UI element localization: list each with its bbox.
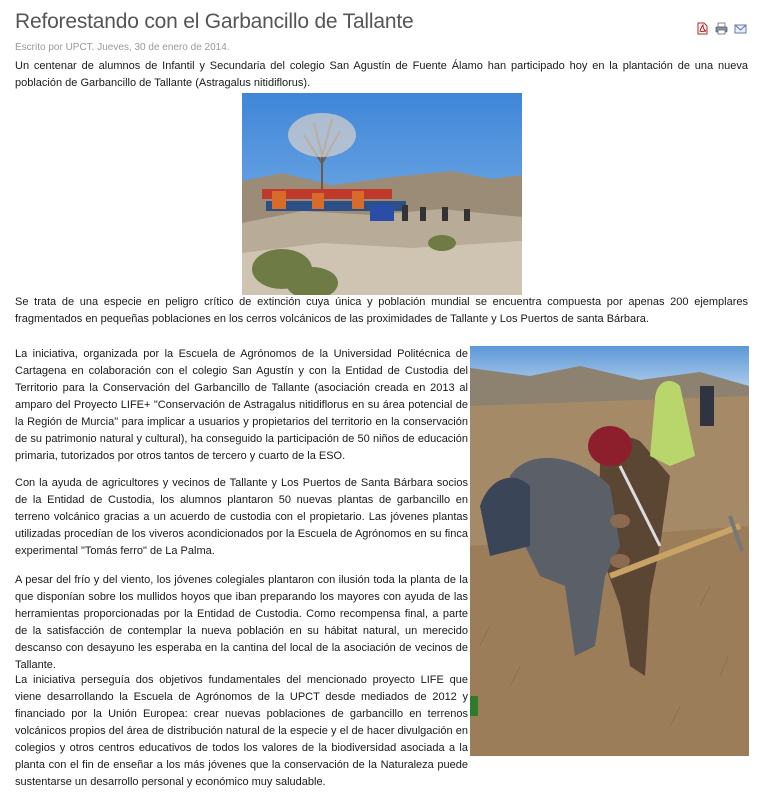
- help-paragraph: Con la ayuda de agricultores y vecinos de Tallante y Los Puertos de Santa Bárbara socios de la Entidad de Custodia, los alumnos plantaron 50 nuevas plantas de garbancillo en terreno volcánico gracias a un acuerdo de custodia con el propietario. Las jóvenes plantas utilizadas procedían de los viveros acondicionados por la Escuela de Agrónomos en su finca experimental "Tomás ferro" de La Palma.: [15, 477, 468, 557]
- print-icon[interactable]: [715, 22, 728, 35]
- objectives-paragraph: La iniciativa perseguía dos objetivos fundamentales del mencionado proyecto LIFE que viene desarrollando la Escuela de Agrónomos de la UPCT desde mediados de 2012 y financiado por la Unión Europea: crear nuevas poblaciones de garbancillo en terrenos volcánicos propios del área de distribución natural de la especie y el de hacer divulgación en colegios y otros centros educativos de todos los valores de la biodiversidad asociada a la planta con el fin de enseñar a los más jóvenes que la conservación de la Naturaleza puede sustentarse un desarrollo personal y económico muy saludable.: [15, 674, 468, 788]
- species-paragraph: Se trata de una especie en peligro crítico de extinción cuya única y población mundial se encuentra compuesta por apenas 200 ejemplares fragmentados en pequeñas poblaciones en los cerros volcánicos de las proximidades de Tallante y Los Puertos de santa Bárbara.: [15, 296, 748, 325]
- group-photo-image: [242, 93, 522, 295]
- planting-photo: [470, 346, 749, 756]
- group-photo: [242, 93, 522, 295]
- initiative-paragraph: La iniciativa, organizada por la Escuela de Agrónomos de la Universidad Politécnica de Cartagena en colaboración con el colegio San Agustín y con la Entidad de Custodia del Territorio para la Conservación del Garbancillo de Tallante (asociación creada en 2013 al amparo del Proyecto LIFE+ "Conservación de Astragalus nitidiflorus en su área potencial de la Región de Murcia" para implicar a usuarios y propietarios del territorio en la conservación de su patrimonio natural y cultural), ha conseguido la participación de 50 niños de educación primaria, tutorizados por otros tantos de tercero y cuarto de la ESO.: [15, 348, 468, 462]
- article-toolbar: [696, 22, 747, 35]
- page-title: Reforestando con el Garbancillo de Tallante: [15, 10, 414, 33]
- intro-paragraph: Un centenar de alumnos de Infantil y Secundaria del colegio San Agustín de Fuente Álamo han participado hoy en la plantación de una nueva población de Garbancillo de Tallante (Astragalus nitidiflorus).: [15, 60, 748, 89]
- email-icon[interactable]: [734, 22, 747, 35]
- planting-paragraph: A pesar del frío y del viento, los jóvenes colegiales plantaron con ilusión toda la planta de la que disponían sobre los mullidos hoyos que iban preparando los mayores con ayuda de las herramientas proporcionadas por la Entidad de Custodia. Como recompensa final, a parte de la satisfacción de contemplar la nueva población en su hábitat natural, un merecido descanso con desayuno les esperaba en la cantina del local de la asociación de vecinos de Tallante.: [15, 574, 468, 671]
- planting-photo-image: [470, 346, 749, 756]
- pdf-icon[interactable]: [696, 22, 709, 35]
- article-meta: Escrito por UPCT. Jueves, 30 de enero de 2014.: [15, 42, 230, 53]
